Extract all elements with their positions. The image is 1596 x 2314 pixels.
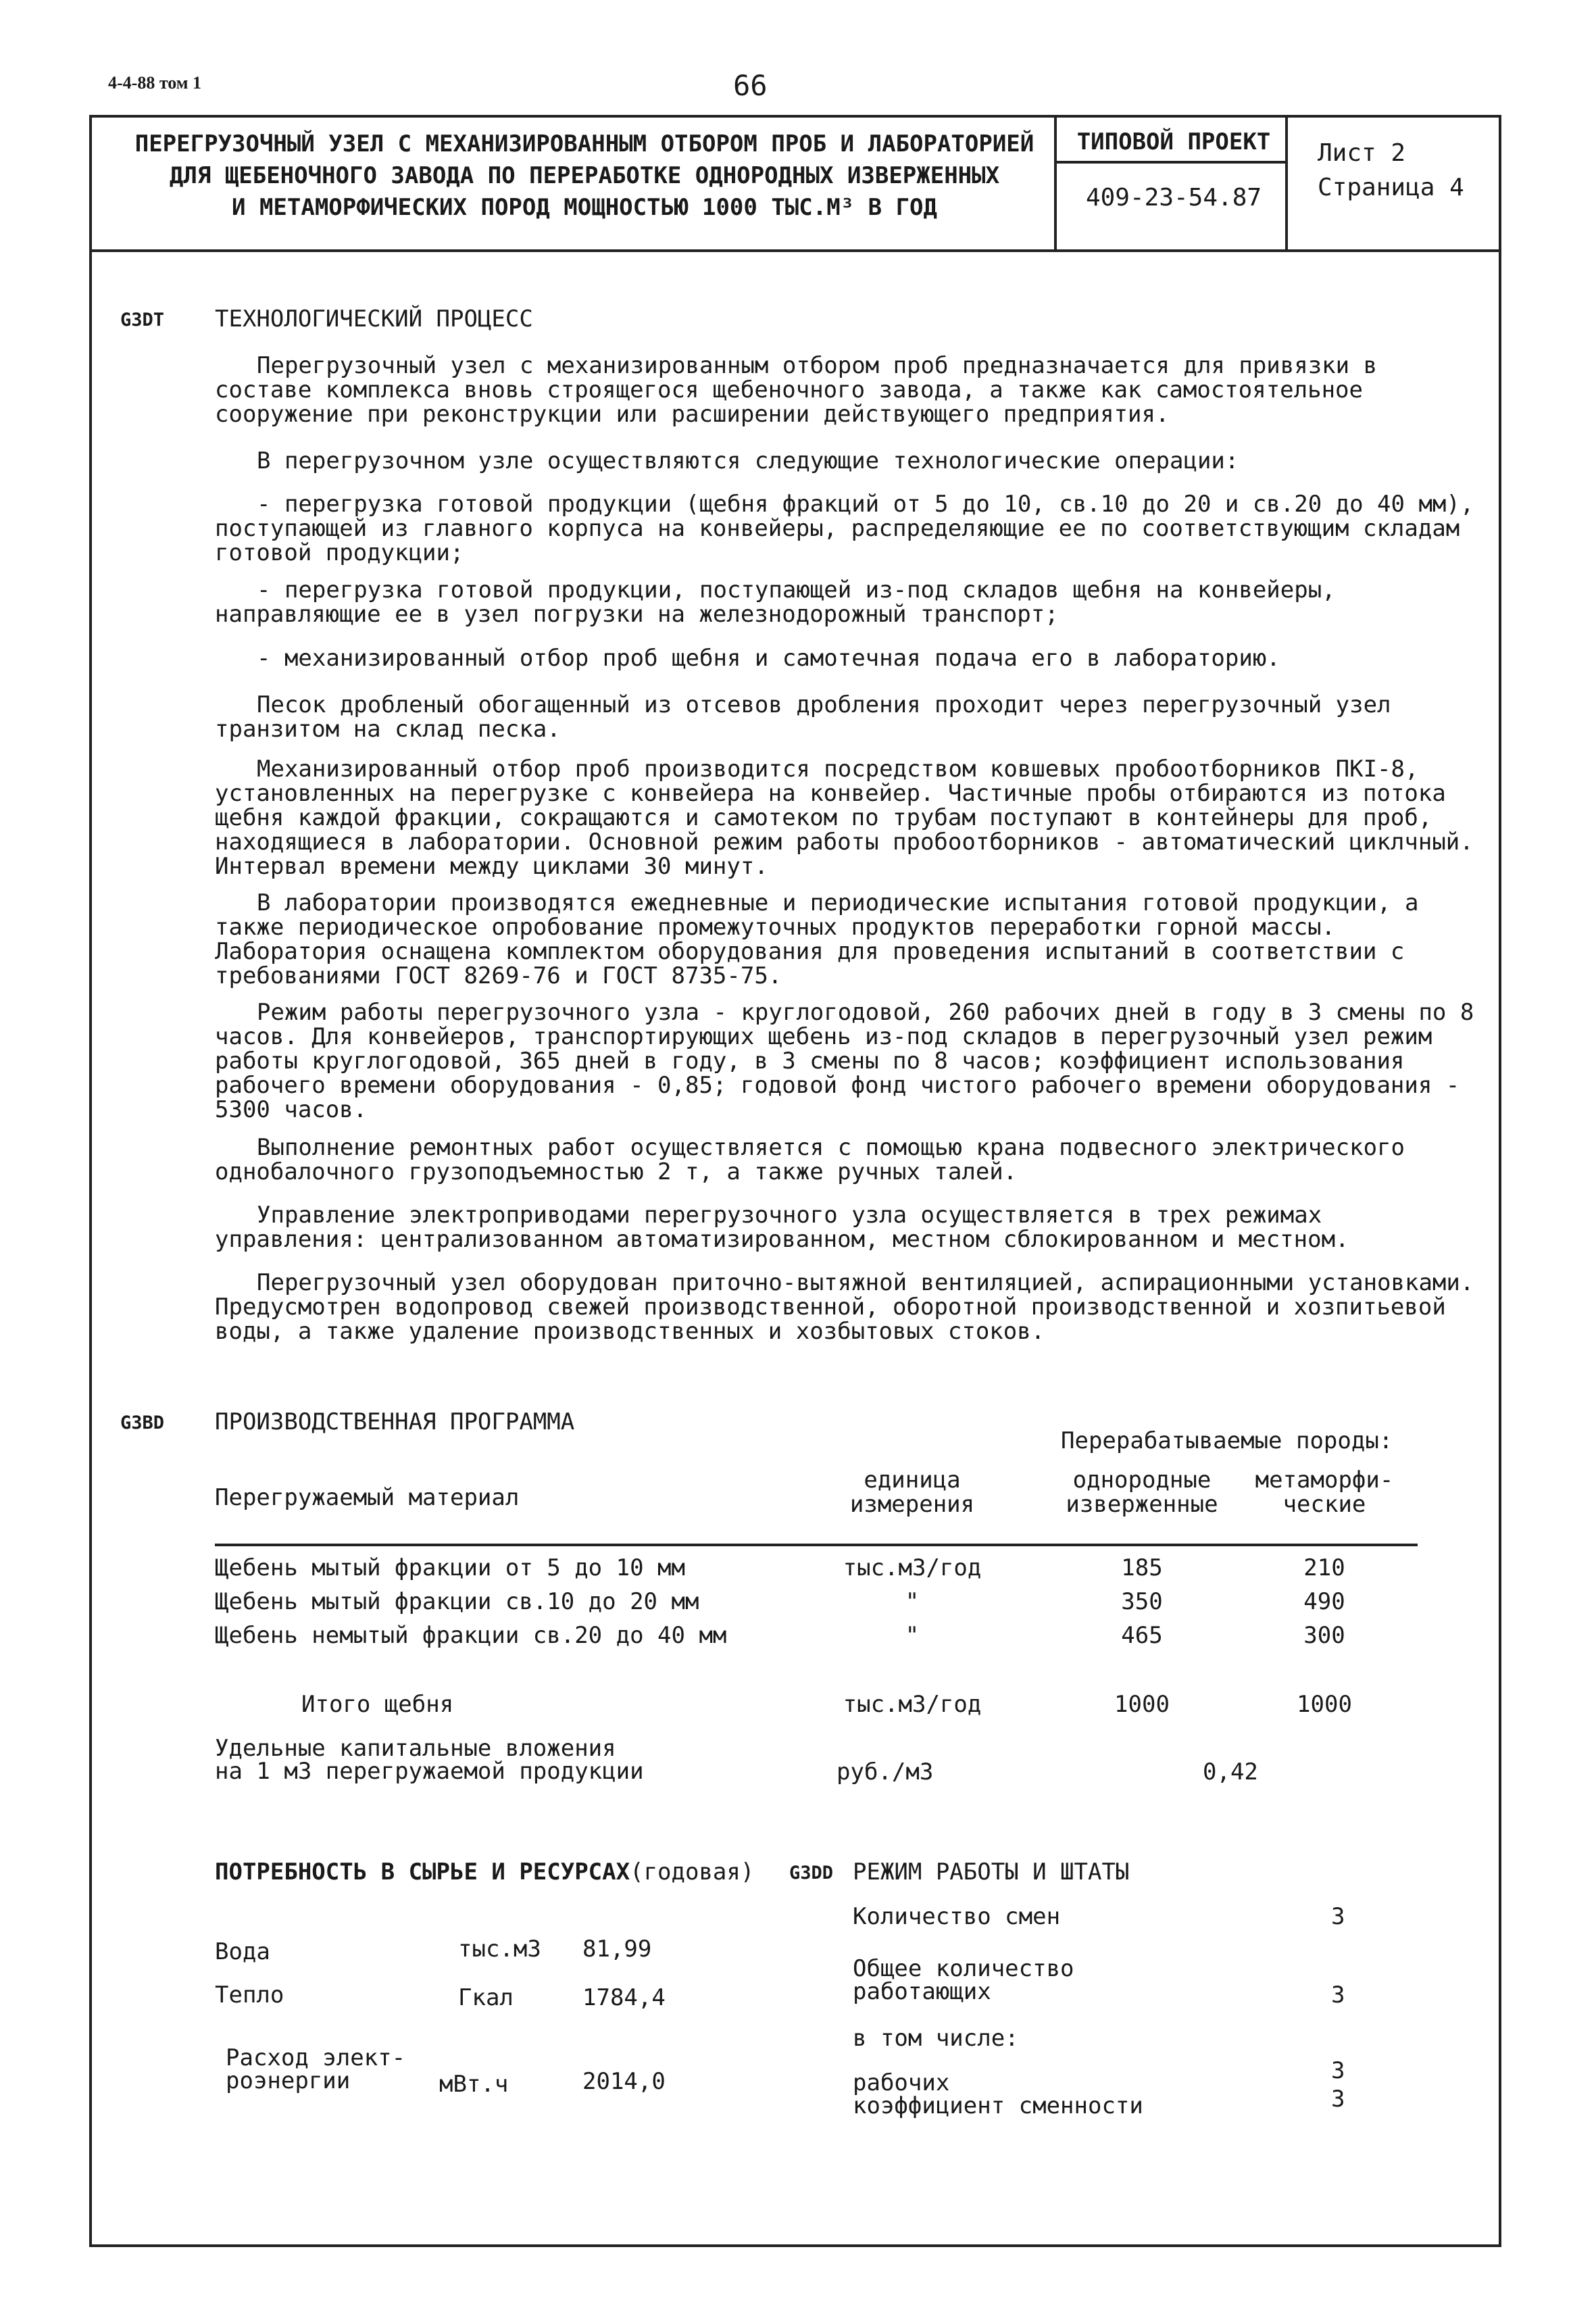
table-row-metamorphic: 210	[1303, 1554, 1345, 1581]
table-row-igneous: 185	[1121, 1554, 1163, 1581]
electricity-label: Расход элект- роэнергии	[226, 2044, 406, 2094]
capex-value: 0,42	[1203, 1758, 1258, 1786]
total-staff-value: 3	[1331, 1981, 1345, 2009]
col-header-material: Перегружаемый материал	[215, 1484, 520, 1511]
capex-label: Удельные капитальные вложения на 1 м3 перегружаемой продукции	[215, 1735, 644, 1785]
tech-paragraph-2: В перегрузочном узле осуществляются следующие технологические операции:	[257, 447, 1239, 474]
electricity-value: 2014,0	[582, 2068, 666, 2095]
resource-unit: Гкал	[458, 1984, 514, 2011]
section-title-staff: РЕЖИМ РАБОТЫ И ШТАТЫ	[853, 1858, 1130, 1886]
tech-paragraph-7: Механизированный отбор проб производится посредством ковшевых пробоотборников ПКI-8, установленных на перегрузке с конвейера на конвейер. Частичные пробы отбираются из потока щебня каждой фракции, сокращаются и самотеком по трубам поступают в контейнеры для проб, находящиеся в лаборатории. Основной режим работы пробоотборников - автоматический циклчный. Интервал времени между циклами 30 минут.	[215, 756, 1474, 880]
project-number: 409-23-54.87	[1085, 184, 1262, 212]
project-label: ТИПОВОЙ ПРОЕКТ	[1076, 128, 1271, 155]
shift-coefficient-label: коэффициент сменности	[853, 2092, 1143, 2119]
tech-paragraph-10: Выполнение ремонтных работ осуществляется с помощью крана подвесного электрического однобалочного грузоподъемностью 2 т, а также ручных талей.	[215, 1134, 1405, 1185]
title-divider-1	[1054, 115, 1057, 252]
tech-paragraph-11: Управление электроприводами перегрузочного узла осуществляется в трех режимах управления: централизованном автоматизированном, местном сблокированном и местном.	[215, 1202, 1349, 1253]
tech-paragraph-12: Перегрузочный узел оборудован приточно-вытяжной вентиляцией, аспирационными установками. Предусмотрен водопровод свежей производственной, оборотной производственной и хозпитьевой воды, а также удаление производственных и хозбытовых стоков.	[215, 1269, 1474, 1345]
table-row-name: Щебень мытый фракции от 5 до 10 мм	[215, 1554, 685, 1581]
section-code-program: G3BD	[120, 1412, 165, 1433]
resource-value: 1784,4	[582, 1984, 666, 2011]
total-staff-label: Общее количество работающих	[853, 1955, 1074, 2005]
electricity-unit: мВт.ч	[439, 2071, 509, 2098]
col-header-metamorphic: метаморфи- ческие	[1255, 1467, 1394, 1518]
table-row-unit: тыс.м3/год	[843, 1554, 982, 1581]
sheet-number: Лист 2	[1318, 139, 1406, 167]
page-label: Страница 4	[1318, 174, 1464, 201]
col-header-unit: единица измерения	[849, 1467, 975, 1518]
document-title: ПЕРЕГРУЗОЧНЫЙ УЗЕЛ С МЕХАНИЗИРОВАННЫМ ОТБОРОМ ПРОБ И ЛАБОРАТОРИЕЙ ДЛЯ ЩЕБЕНОЧНОГО ЗАВОДА ПО ПЕРЕРАБОТКЕ ОДНОРОДНЫХ ИЗВЕРЖЕННЫХ И МЕТАМОРФИЧЕСКИХ ПОРОД МОЩНОСТЬЮ 1000 ТЫС.М³ В ГОД	[134, 130, 1034, 221]
page-number: 66	[733, 69, 768, 102]
resource-name: Вода	[215, 1938, 270, 1965]
total-unit: тыс.м3/год	[843, 1691, 982, 1718]
including-label: в том числе:	[853, 2025, 1019, 2052]
tech-paragraph-4: - перегрузка готовой продукции, поступающей из-под складов щебня на конвейеры, направляющие ее в узел погрузки на железнодорожный транспорт;	[215, 576, 1336, 628]
capex-unit: руб./м3	[837, 1758, 934, 1786]
section-code-tech: G3DT	[120, 310, 165, 330]
total-label: Итого щебня	[301, 1691, 454, 1718]
title-divider-3	[1054, 161, 1285, 164]
col-header-igneous: однородные изверженные	[1066, 1467, 1218, 1518]
shifts-label: Количество смен	[853, 1903, 1061, 1930]
shifts-value: 3	[1331, 1903, 1345, 1930]
table-header-rule	[215, 1544, 1418, 1546]
workers-value: 3	[1331, 2057, 1345, 2084]
table-row-igneous: 465	[1121, 1622, 1163, 1649]
rocks-group-header: Перерабатываемые породы:	[1061, 1427, 1393, 1454]
table-row-metamorphic: 490	[1303, 1588, 1345, 1615]
total-igneous: 1000	[1114, 1691, 1170, 1718]
resource-unit: тыс.м3	[458, 1936, 541, 1963]
tech-paragraph-5: - механизированный отбор проб щебня и самотечная подача его в лабораторию.	[257, 645, 1280, 672]
workers-label: рабочих	[853, 2069, 950, 2096]
table-row-unit: "	[905, 1588, 920, 1615]
table-row-name: Щебень мытый фракции св.10 до 20 мм	[215, 1588, 699, 1615]
tech-paragraph-9: Режим работы перегрузочного узла - круглогодовой, 260 рабочих дней в году в 3 смены по 8 часов. Для конвейеров, транспортирующих щебень из-под складов в перегрузочный узел режим работы круглогодовой, 365 дней в году, в 3 смены по 8 часов; коэффициент использования рабочего времени оборудования - 0,85; годовой фонд чистого рабочего времени оборудования - 5300 часов.	[215, 999, 1474, 1123]
shift-coefficient-value: 3	[1331, 2086, 1345, 2113]
section-code-resources: G3DD	[789, 1863, 834, 1884]
tech-paragraph-8: В лаборатории производятся ежедневные и периодические испытания готовой продукции, а также периодическое опробование промежуточных продуктов переработки горной массы. Лаборатория оснащена комплектом оборудования для проведения испытаний в соответствии с требованиями ГОСТ 8269-76 и ГОСТ 8735-75.	[215, 889, 1419, 989]
table-row-igneous: 350	[1121, 1588, 1163, 1615]
section-title-tech: ТЕХНОЛОГИЧЕСКИЙ ПРОЦЕСС	[215, 305, 533, 333]
document-code: 4-4-88 том 1	[108, 73, 201, 93]
tech-paragraph-1: Перегрузочный узел с механизированным отбором проб предназначается для привязки в составе комплекса вновь строящегося щебеночного завода, а также как самостоятельное сооружение при реконструкции или расширении действующего предприятия.	[215, 352, 1378, 428]
section-title-program: ПРОИЗВОДСТВЕННАЯ ПРОГРАММА	[215, 1408, 575, 1435]
tech-paragraph-6: Песок дробленый обогащенный из отсевов дробления проходит через перегрузочный узел транзитом на склад песка.	[215, 691, 1391, 743]
section-title-resources: ПОТРЕБНОСТЬ В СЫРЬЕ И РЕСУРСАХ(годовая)	[215, 1858, 755, 1886]
resource-value: 81,99	[582, 1936, 652, 1963]
total-metamorphic: 1000	[1297, 1691, 1352, 1718]
title-divider-2	[1285, 115, 1288, 252]
table-row-unit: "	[905, 1622, 920, 1649]
tech-paragraph-3: - перегрузка готовой продукции (щебня фракций от 5 до 10, св.10 до 20 и св.20 до 40 мм), поступающей из главного корпуса на конвейеры, распределяющие ее по соответствующим складам готовой продукции;	[215, 491, 1474, 566]
resource-name: Тепло	[215, 1981, 284, 2009]
table-row-metamorphic: 300	[1303, 1622, 1345, 1649]
table-row-name: Щебень немытый фракции св.20 до 40 мм	[215, 1622, 727, 1649]
